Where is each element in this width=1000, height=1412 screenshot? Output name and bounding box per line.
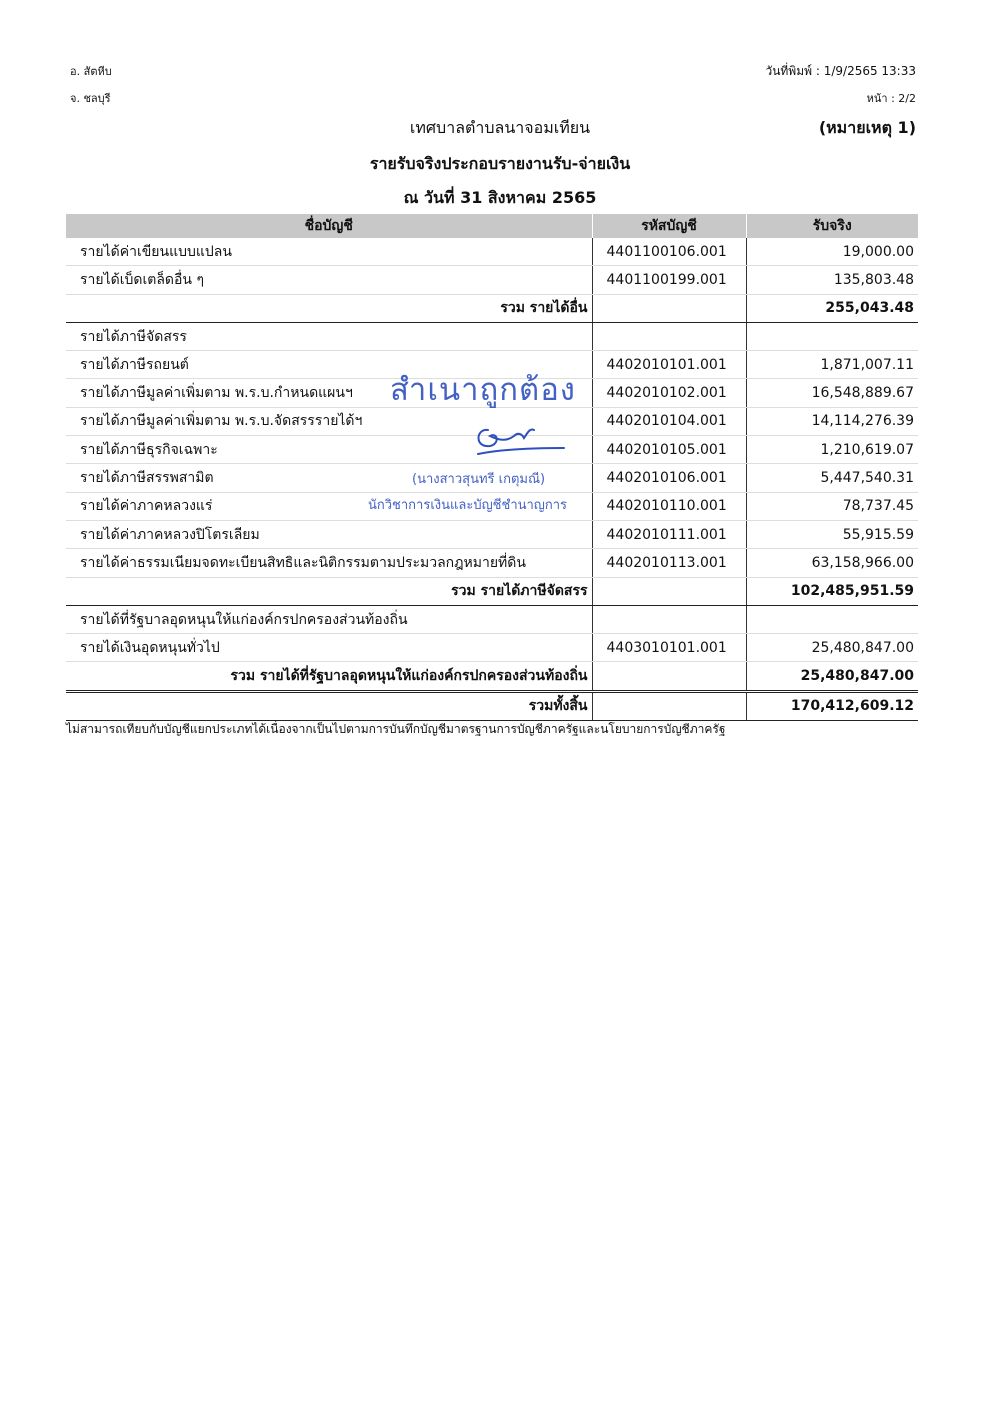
account-code-cell — [592, 691, 746, 720]
amount-cell: 63,158,966.00 — [746, 549, 918, 577]
account-name-cell: รวม รายได้อื่น — [66, 294, 592, 322]
account-name-cell: รายได้ภาษีมูลค่าเพิ่มตาม พ.ร.บ.จัดสรรรายได้ฯ — [66, 407, 592, 435]
province-label: จ. ชลบุรี — [70, 92, 111, 105]
account-name-cell: รายได้ภาษีรถยนต์ — [66, 351, 592, 379]
account-name-cell: รายได้ภาษีมูลค่าเพิ่มตาม พ.ร.บ.กำหนดแผนฯ — [66, 379, 592, 407]
account-code-cell: 4402010104.001 — [592, 407, 746, 435]
report-title: รายรับจริงประกอบรายงานรับ-จ่ายเงิน — [369, 154, 631, 173]
account-code-cell: 4403010101.001 — [592, 634, 746, 662]
section-header-row — [66, 605, 918, 633]
account-code-cell: 4401100199.001 — [592, 266, 746, 294]
account-name-cell: รายได้ค่าภาคหลวงแร่ — [66, 492, 592, 520]
report-date: ณ วันที่ 31 สิงหาคม 2565 — [403, 188, 597, 207]
amount-cell: 25,480,847.00 — [746, 634, 918, 662]
table-row — [66, 520, 918, 548]
table-row — [66, 238, 918, 266]
amount-cell: 16,548,889.67 — [746, 379, 918, 407]
column-header-account-code: รหัสบัญชี — [592, 214, 746, 238]
account-code-cell — [592, 322, 746, 350]
grand-total-row — [66, 691, 918, 720]
certified-copy-stamp: สำเนาถูกต้อง — [390, 372, 576, 408]
signer-name: (นางสาวสุนทรี เกตุมณี) — [412, 472, 546, 487]
organization-name: เทศบาลตำบลนาจอมเทียน — [409, 118, 591, 137]
table-row — [66, 266, 918, 294]
account-name-cell: รายได้เบ็ดเตล็ดอื่น ๆ — [66, 266, 592, 294]
subtotal-row — [66, 577, 918, 605]
account-name-cell: รายได้ที่รัฐบาลอุดหนุนให้แก่องค์กรปกครองส่วนท้องถิ่น — [66, 605, 592, 633]
account-code-cell: 4402010101.001 — [592, 351, 746, 379]
amount-cell: 19,000.00 — [746, 238, 918, 266]
account-code-cell: 4402010113.001 — [592, 549, 746, 577]
account-code-cell: 4402010102.001 — [592, 379, 746, 407]
column-header-actual-receipt: รับจริง — [746, 214, 918, 238]
amount-cell: 1,871,007.11 — [746, 351, 918, 379]
table-row — [66, 549, 918, 577]
account-name-cell: รายได้เงินอุดหนุนทั่วไป — [66, 634, 592, 662]
account-name-cell: รายได้ภาษีธุรกิจเฉพาะ — [66, 436, 592, 464]
account-name-cell: รวม รายได้ภาษีจัดสรร — [66, 577, 592, 605]
amount-cell — [746, 322, 918, 350]
account-name-cell: รวมทั้งสิ้น — [66, 691, 592, 720]
print-date: วันที่พิมพ์ : 1/9/2565 13:33 — [765, 64, 916, 78]
account-code-cell — [592, 577, 746, 605]
amount-cell: 55,915.59 — [746, 520, 918, 548]
account-code-cell: 4401100106.001 — [592, 238, 746, 266]
account-name-cell: รายได้ภาษีจัดสรร — [66, 322, 592, 350]
account-code-cell: 4402010106.001 — [592, 464, 746, 492]
account-name-cell: รวม รายได้ที่รัฐบาลอุดหนุนให้แก่องค์กรปกครองส่วนท้องถิ่น — [66, 662, 592, 691]
amount-cell: 135,803.48 — [746, 266, 918, 294]
amount-cell: 25,480,847.00 — [746, 662, 918, 691]
amount-cell: 14,114,276.39 — [746, 407, 918, 435]
amount-cell: 170,412,609.12 — [746, 691, 918, 720]
signature — [468, 418, 568, 466]
account-code-cell — [592, 605, 746, 633]
amount-cell: 78,737.45 — [746, 492, 918, 520]
account-name-cell: รายได้ค่าธรรมเนียมจดทะเบียนสิทธิและนิติกรรมตามประมวลกฎหมายที่ดิน — [66, 549, 592, 577]
table-row — [66, 634, 918, 662]
account-code-cell: 4402010110.001 — [592, 492, 746, 520]
column-header-account-name: ชื่อบัญชี — [66, 214, 592, 238]
account-code-cell — [592, 662, 746, 691]
table-header-row — [66, 214, 918, 238]
account-code-cell: 4402010105.001 — [592, 436, 746, 464]
subtotal-row — [66, 294, 918, 322]
account-code-cell — [592, 294, 746, 322]
signer-position: นักวิชาการเงินและบัญชีชำนาญการ — [368, 498, 568, 513]
account-name-cell: รายได้ค่าเขียนแบบแปลน — [66, 238, 592, 266]
note-reference: (หมายเหตุ 1) — [818, 118, 916, 137]
amount-cell: 102,485,951.59 — [746, 577, 918, 605]
section-header-row — [66, 322, 918, 350]
page-number: หน้า : 2/2 — [866, 92, 916, 105]
account-name-cell: รายได้ค่าภาคหลวงปิโตรเลียม — [66, 520, 592, 548]
amount-cell: 255,043.48 — [746, 294, 918, 322]
amount-cell: 1,210,619.07 — [746, 436, 918, 464]
subtotal-row — [66, 662, 918, 691]
footnote: ไม่สามารถเทียบกับบัญชีแยกประเภทได้เนื่องจากเป็นไปตามการบันทึกบัญชีมาตรฐานการบัญชีภาครัฐและนโยบายการบัญชีภาครัฐ — [66, 722, 726, 736]
amount-cell — [746, 605, 918, 633]
district-label: อ. สัตหีบ — [70, 65, 112, 78]
amount-cell: 5,447,540.31 — [746, 464, 918, 492]
account-name-cell: รายได้ภาษีสรรพสามิต — [66, 464, 592, 492]
account-code-cell: 4402010111.001 — [592, 520, 746, 548]
